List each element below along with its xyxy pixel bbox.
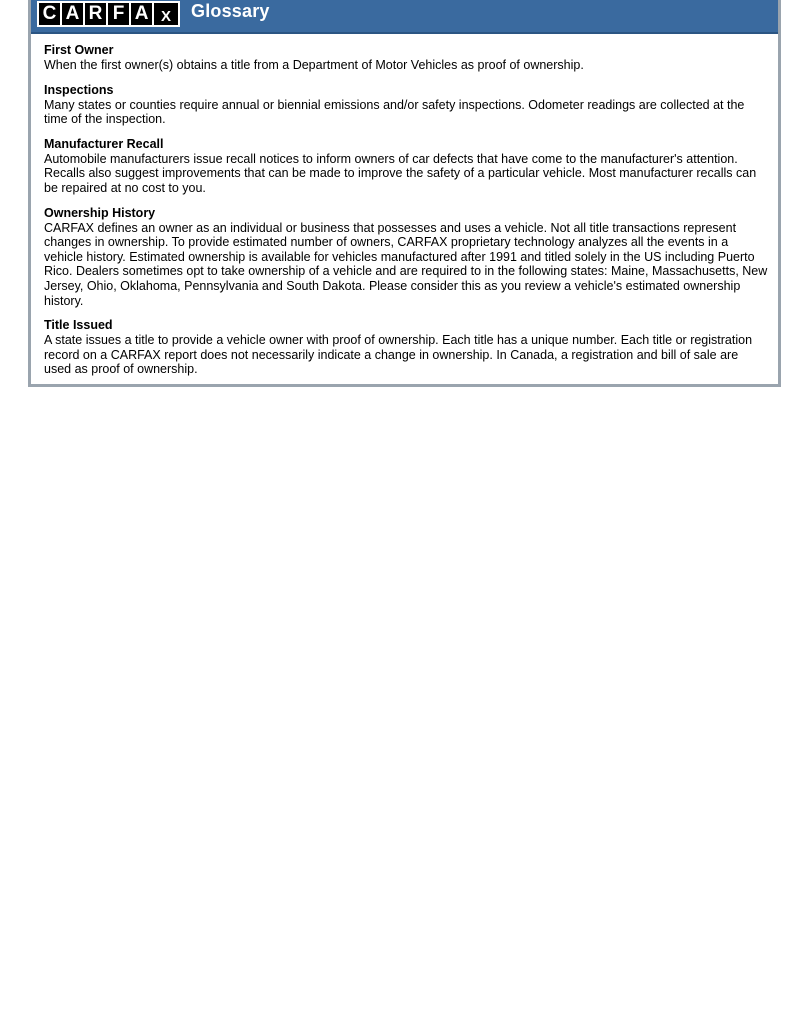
- glossary-panel: [28, 0, 781, 387]
- logo-letter: R: [85, 3, 106, 25]
- logo-letter: A: [62, 3, 83, 25]
- logo-letter: F: [108, 3, 129, 25]
- glossary-term: Title Issued: [44, 318, 113, 333]
- glossary-term: First Owner: [44, 43, 114, 57]
- glossary-list: [44, 43, 768, 387]
- glossary-definition: A state issues a title to provide a vehicle owner with proof of ownership. Each title has a unique number. Each title or registration record on a CARFAX report does not necessarily indicate a change in ownership. In Canada, a registration and bill of sale are used as proof of ownership.: [44, 333, 753, 377]
- glossary-entry-inspections: [44, 83, 768, 127]
- glossary-definition: When the first owner(s) obtains a title from a Department of Motor Vehicles as proof of ownership.: [44, 58, 584, 72]
- glossary-header: [31, 0, 778, 34]
- glossary-entry-ownership-history: [44, 206, 768, 309]
- carfax-logo: [37, 1, 180, 27]
- page-title: Glossary: [191, 1, 270, 21]
- glossary-definition: Automobile manufacturers issue recall notices to inform owners of car defects that have come to the manufacturer's attention. Recalls also suggest improvements that can be made to improve the safety of a particular vehicle. Most manufacturer recalls can be repaired at no cost to you.: [44, 151, 757, 195]
- glossary-term: Ownership History: [44, 205, 156, 220]
- glossary-definition: CARFAX defines an owner as an individual or business that possesses and uses a vehicle. Not all title transactions represent changes in ownership. To provide estimated number of owners, CARFAX proprietary technology analyzes all the events in a vehicle history. Estimated ownership is available for vehicles manufactured after 1991 and titled solely in the US including Puerto Rico. Dealers sometimes opt to take ownership of a vehicle and are required to in the following states: Maine, Massachusetts, New Jersey, Ohio, Oklahoma, Pennsylvania and South Dakota. Please consider this as you review a vehicle's estimated ownership history.: [44, 220, 768, 308]
- logo-letter: C: [39, 3, 60, 25]
- glossary-term: Inspections: [44, 82, 114, 97]
- glossary-term: Manufacturer Recall: [44, 136, 164, 151]
- glossary-entry-manufacturer-recall: [44, 137, 768, 196]
- glossary-entry-title-issued: [44, 318, 768, 377]
- logo-letter: X: [154, 3, 178, 25]
- glossary-definition: Many states or counties require annual or biennial emissions and/or safety inspections. Odometer readings are collected at the time of the inspection.: [44, 97, 745, 127]
- glossary-entry-first-owner: [44, 43, 768, 73]
- logo-letter: A: [131, 3, 152, 25]
